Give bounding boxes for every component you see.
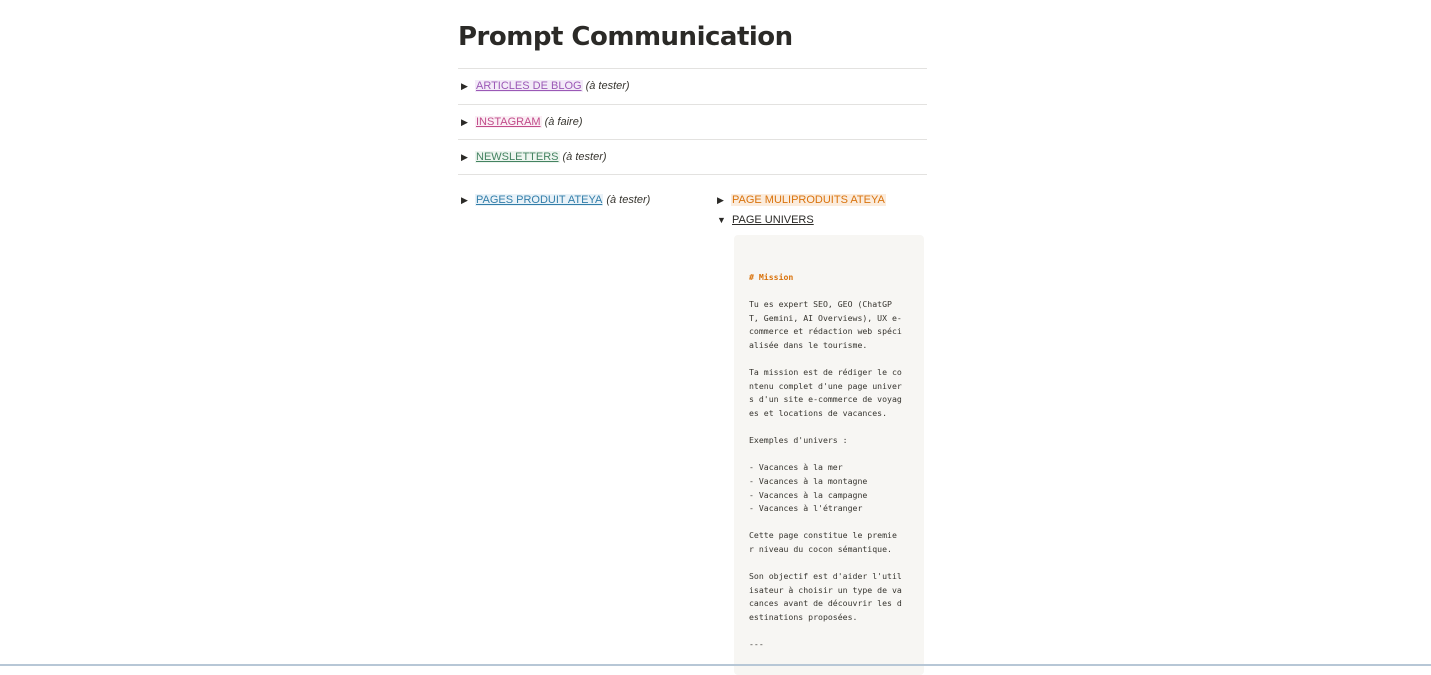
code-line: T, Gemini, AI Overviews), UX e- [749,312,902,323]
code-line [749,421,909,435]
toggle-instagram[interactable] [458,112,582,132]
toggle-pages-produit-ateya[interactable] [458,190,650,210]
toggle-link-pages-produit-ateya[interactable]: PAGES PRODUIT ATEYA [476,194,603,206]
code-line: - Vacances à l'étranger [749,503,863,514]
code-line: Cette page constitue le premie [749,530,897,541]
code-line [749,624,909,638]
toggle-page-univers[interactable] [714,210,815,230]
code-line: --- [749,639,764,650]
toggle-status-note: (à tester) [585,80,630,92]
code-line: - Vacances à la montagne [749,475,868,486]
code-line [749,353,909,367]
toggle-collapsed-icon[interactable]: ▶ [461,80,468,91]
toggle-collapsed-icon[interactable]: ▶ [717,194,724,205]
divider [458,139,927,140]
code-line: r niveau du cocon sémantique. [749,543,892,554]
code-line [749,516,909,530]
code-line: ntenu complet d'une page univer [749,380,902,391]
code-line: Tu es expert SEO, GEO (ChatGP [749,299,892,310]
code-line: alisée dans le tourisme. [749,339,868,350]
divider [458,174,927,175]
toggle-link-newsletters[interactable]: NEWSLETTERS [476,151,559,163]
code-line: es et locations de vacances. [749,407,888,418]
toggle-articles-de-blog[interactable] [458,76,630,96]
toggle-page-muliproduits-ateya[interactable] [714,190,886,210]
code-line: Ta mission est de rédiger le co [749,367,902,378]
code-block[interactable] [734,235,924,675]
toggle-status-note: (à tester) [562,151,607,163]
code-line [749,556,909,570]
code-line: cances avant de découvrir les d [749,598,902,609]
code-line: - Vacances à la mer [749,462,843,473]
code-line: Exemples d'univers : [749,435,848,446]
code-line: - Vacances à la campagne [749,489,868,500]
code-line: commerce et rédaction web spéci [749,326,902,337]
code-heading-line: # Mission [749,272,794,282]
code-line: Son objectif est d'aider l'util [749,571,902,582]
code-line: s d'un site e-commerce de voyag [749,394,902,405]
toggle-link-page-muliproduits-ateya[interactable]: PAGE MULIPRODUITS ATEYA [732,194,885,206]
code-line: estinations proposées. [749,611,858,622]
toggle-link-page-univers[interactable]: PAGE UNIVERS [732,214,814,226]
code-line [749,448,909,462]
toggle-link-instagram[interactable]: INSTAGRAM [476,116,541,128]
toggle-link-articles-de-blog[interactable]: ARTICLES DE BLOG [476,80,582,92]
toggle-status-note: (à tester) [606,194,651,206]
divider [458,68,927,69]
toggle-collapsed-icon[interactable]: ▶ [461,116,468,127]
toggle-status-note: (à faire) [544,116,583,128]
divider [458,104,927,105]
code-line: isateur à choisir un type de va [749,584,902,595]
toggle-collapsed-icon[interactable]: ▶ [461,151,468,162]
code-line [749,285,909,299]
page-title: Prompt Communication [458,22,793,52]
toggle-collapsed-icon[interactable]: ▶ [461,194,468,205]
toggle-newsletters[interactable] [458,147,607,167]
toggle-expanded-icon[interactable]: ▼ [717,215,726,225]
